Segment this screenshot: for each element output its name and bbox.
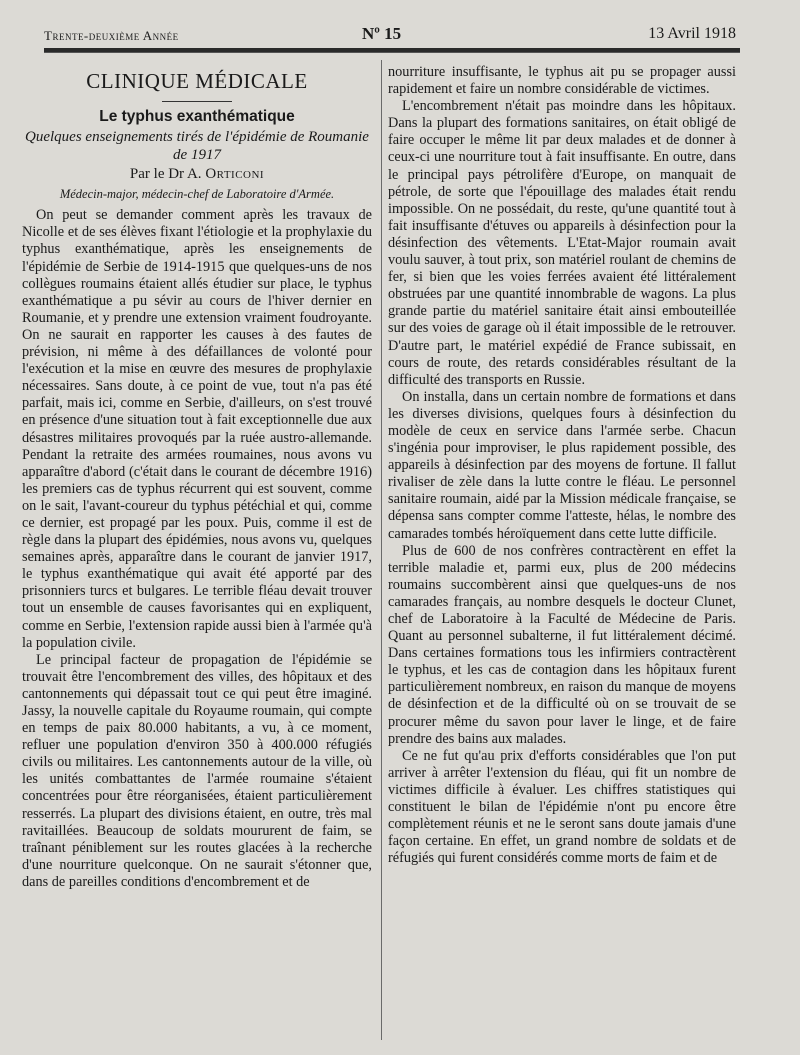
header-rule <box>44 48 740 53</box>
article-subtitle: Quelques enseignements tirés de l'épidémie de Roumanie de 1917 <box>25 129 369 164</box>
paragraph: L'encombrement n'était pas moindre dans les hôpitaux. Dans la plupart des formations sanitaires, on était obligé de faire occuper le même lit par deux malades et de donner à ceux-ci une nourriture tout à fait insuffisante. En outre, dans le principal pays pétrolifère d'Europe, on manquait de pétrole, de sorte que l'épouillage des malades était rendu impossible. On ne possédait, du reste, qu'une quantité tout à fait insuffisante d'étuves ou appareils à désinfection pour la désinfection des vêtements. L'Etat-Major roumain avait voulu sauver, à tout prix, son matériel roulant de chemins de fer, si bien que les voies ferrées avaient été littéralement obstruées par une quantité innombrable de wagons. La plus grande partie du matériel sanitaire était ainsi embouteillée sur des voies de garage où il était impossible de le retrouver. D'autre part, le matériel expédié de France subissait, en cours de route, des retards considérables résultant de la difficulté des transports en Russie. <box>388 98 736 388</box>
author-name: Orticoni <box>205 166 265 183</box>
paragraph: Le principal facteur de propagation de l'épidémie se trouvait être l'encombrement des villes, des hôpitaux et des cantonnements qui dépassait tout ce qui peut être imaginé. Jassy, la nouvelle capitale du Royaume roumain, qui compte en temps de paix 80.000 habitants, a vu, à ce moment, refluer une population d'environ 350 à 400.000 réfugiés civils ou militaires. Les cantonnements autour de la ville, où les unités combattantes de l'armée roumaine s'étaient concentrées pour être réorganisées, étaient particulièrement resserrés. La plupart des divisions étaient, en outre, très mal ravitaillées. Beaucoup de soldats moururent de faim, se traînant péniblement sur les routes glacées à la recherche d'une nourriture quelconque. On ne saurait s'étonner que, dans de pareilles conditions d'encombrement et de <box>22 651 372 890</box>
paragraph: On peut se demander comment après les travaux de Nicolle et de ses élèves fixant l'étiologie et la prophylaxie du typhus exanthématique, après les enseignements de l'épidémie de Serbie de 1914-1915 que quelques-uns de nos collègues roumains étaient allés étudier sur place, le typhus exanthématique a pu sévir au cours de l'hiver dernier en Roumanie, et y prendre une extension vraiment foudroyante. On ne saurait en rapporter les causes à des fautes de prévision, ni même à des défaillances de volonté pour l'exécution et la mise en œuvre des mesures de prophylaxie nécessaires. Sans doute, à ce point de vue, tout n'a pas été parfait, mais ici, comme en Serbie, d'ailleurs, on s'est trouvé en présence d'une situation tout à fait exceptionnelle due aux désastres militaires provoqués par la ruée austro-allemande. Pendant la retraite des armées roumaines, nous avons vu apparaître d'abord (c'était dans le courant de décembre 1916) les premiers cas de typhus récurrent qui est souvent, comme on le sait, l'avant-coureur du typhus pétéchial et qui, comme ce dernier, est propagé par les poux. Puis, comme il est de règle dans la plupart des épidémies, nous avons vu, quelques semaines après, apparaître dans le courant de janvier 1917, le typhus exanthématique qui avait été apporté par des prisonniers turcs et bulgares. Le terrible fléau devait trouver tout un ensemble de causes favorisantes qui en expliquent, comme en Serbie, l'extension rapide aussi bien à l'armée qu'à la population civile. <box>22 207 372 651</box>
title-rule <box>162 101 232 102</box>
byline <box>22 166 372 183</box>
volume-label: Trente-deuxième Année <box>44 28 179 43</box>
author-affiliation: Médecin-major, médecin-chef de Laboratoire d'Armée. <box>59 187 335 202</box>
paragraph: Plus de 600 de nos confrères contractèrent en effet la terrible maladie et, parmi eux, plus de 200 médecins roumains succombèrent ainsi que quelques-uns de nos camarades français, au nombre desquels le docteur Clunet, chef de Laboratoire à la Faculté de Médecine de Paris. Quant au personnel subalterne, il fut littéralement décimé. Dans certaines formations tous les infirmiers contractèrent le typhus, et les cas de contagion dans les hôpitaux furent particulièrement nombreux, en raison du manque de moyens de désinfection et de la difficulté où on se trouvait de se procurer même du savon pour laver le linge, et de faire prendre des bains aux malades. <box>388 542 736 747</box>
article-title: Le typhus exanthématique <box>99 108 295 125</box>
left-column <box>22 64 372 891</box>
section-title: CLINIQUE MÉDICALE <box>86 69 308 93</box>
column-divider <box>381 60 382 1040</box>
issue-number: Nº 15 <box>362 24 402 43</box>
running-head <box>44 24 736 46</box>
issue-date: 13 Avril 1918 <box>648 25 736 42</box>
paragraph: Ce ne fut qu'au prix d'efforts considérables que l'on put arriver à arrêter l'extension du fléau, qui fit un nombre de victimes difficile à évaluer. Les chiffres statistiques qui constituent le bilan de l'épidémie n'ont pu encore être complètement réunis et ne le seront sans doute jamais d'une façon certaine. En effet, un grand nombre de soldats et de réfugiés qui furent considérés comme morts de faim et de <box>388 747 736 867</box>
paragraph: On installa, dans un certain nombre de formations et dans les diverses divisions, quelques fours à désinfection du modèle de ceux en service dans l'armée serbe. Chacun s'ingénia pour improviser, le plus rapidement possible, des appareils à désinfection par des moyens de fortune. Il fallut rivaliser de zèle dans la lutte contre le fléau. Le personnel sanitaire roumain, aidé par la Mission médicale française, se dépensa sans compter comme l'atteste, hélas, le nombre des camarades tombés héroïquement dans cette lutte difficile. <box>388 388 736 542</box>
paragraph-continuation: nourriture insuffisante, le typhus ait pu se propager aussi rapidement et faire un nombre considérable de victimes. <box>388 64 736 98</box>
right-column <box>388 64 736 867</box>
byline-prefix: Par le Dr A. <box>129 166 206 183</box>
